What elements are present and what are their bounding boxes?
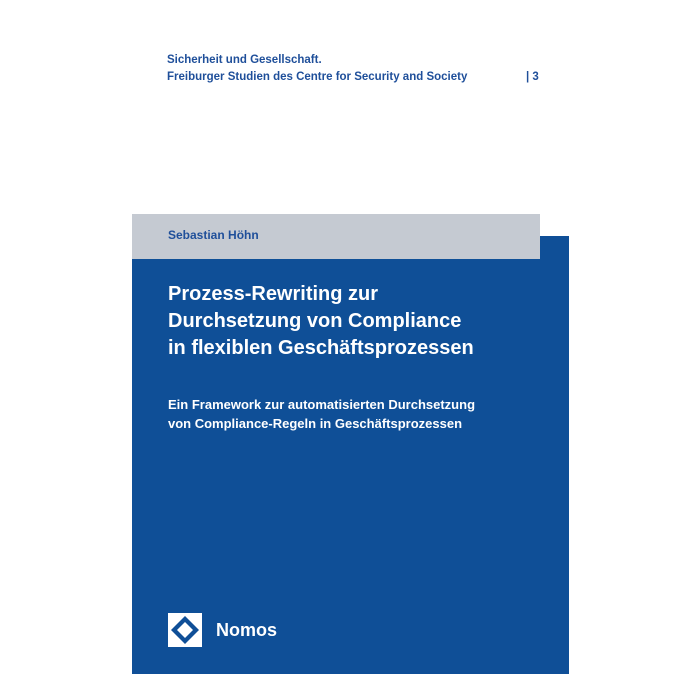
book-subtitle — [168, 395, 558, 433]
book-title — [168, 281, 558, 362]
series-title-line-2: Freiburger Studien des Centre for Security and Society — [167, 71, 468, 83]
cover-panel-corner — [540, 236, 569, 259]
author-band — [132, 214, 540, 259]
book-title-line-1: Prozess-Rewriting zur — [168, 283, 379, 305]
series-title — [167, 52, 547, 86]
nomos-diamond-logo-icon — [168, 613, 202, 647]
series-number: | 3 — [526, 71, 539, 83]
series-title-line-1: Sicherheit und Gesellschaft. — [167, 54, 322, 66]
book-title-line-3: in flexiblen Geschäftsprozessen — [168, 337, 474, 359]
publisher-name: Nomos — [216, 619, 278, 640]
book-title-line-2: Durchsetzung von Compliance — [168, 310, 462, 332]
author-name: Sebastian Höhn — [168, 228, 259, 242]
book-subtitle-line-1: Ein Framework zur automatisierten Durchsetzung — [168, 397, 476, 412]
book-subtitle-line-2: von Compliance-Regeln in Geschäftsprozessen — [168, 416, 463, 431]
publisher — [168, 613, 277, 647]
cover-panel — [132, 259, 569, 674]
